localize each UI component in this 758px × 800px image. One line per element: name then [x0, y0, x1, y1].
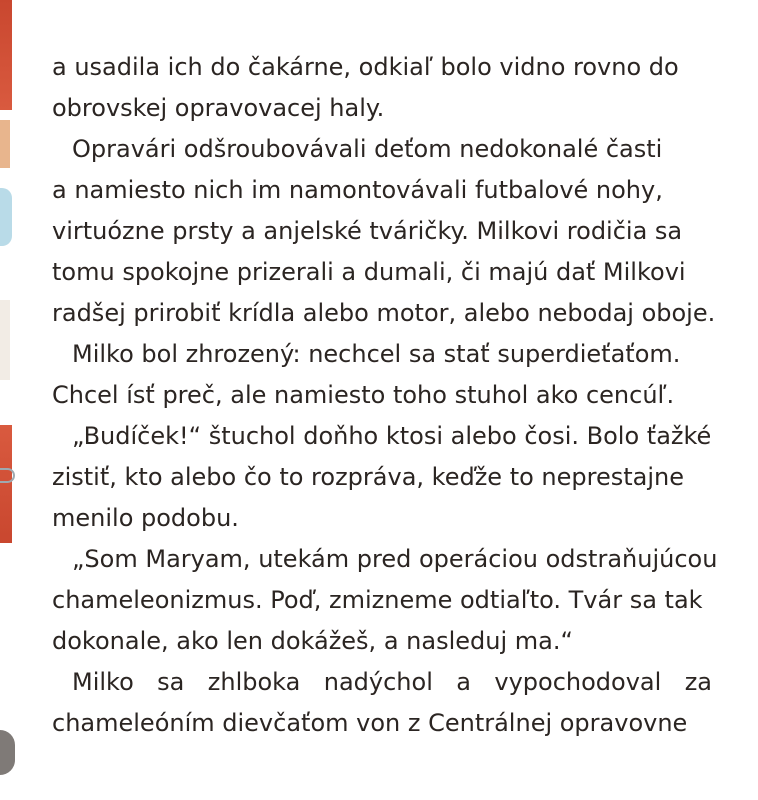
paragraph-line: Milko bol zhrozený: nechcel sa stať superdieťaťom. [72, 340, 681, 368]
text-line: a namiesto nich im namontovávali futbalové nohy, [52, 176, 663, 204]
word: sa [157, 668, 185, 696]
text-line: obrovskej opravovacej haly. [52, 94, 385, 122]
edge-skin-fragment [0, 120, 10, 168]
text-line: chameleóním dievčaťom von z Centrálnej opravovne [52, 709, 688, 737]
edge-dark-fragment [0, 730, 15, 775]
word: vypochodoval [494, 668, 662, 696]
edge-light-fragment [0, 300, 10, 380]
justified-paragraph-line [52, 662, 712, 703]
word: za [684, 668, 712, 696]
left-page-edge [0, 0, 18, 800]
story-text [52, 47, 718, 744]
text-line: menilo podobu. [52, 504, 239, 532]
text-line: dokonale, ako len dokážeš, a nasleduj ma.“ [52, 627, 573, 655]
text-line: chameleonizmus. Poď, zmizneme odtiaľto. Tvár sa tak [52, 586, 703, 614]
word: zhlboka [207, 668, 301, 696]
paragraph-line: Opravári odšroubovávali deťom nedokonalé časti [72, 135, 663, 163]
edge-red-fragment-lower [0, 425, 12, 543]
edge-blue-fragment [0, 188, 12, 246]
word: nadýchol [323, 668, 433, 696]
text-line: a usadila ich do čakárne, odkiaľ bolo vidno rovno do [52, 53, 679, 81]
text-line: radšej prirobiť krídla alebo motor, alebo nebodaj oboje. [52, 299, 716, 327]
text-line: zistiť, kto alebo čo to rozpráva, keďže to neprestajne [52, 463, 684, 491]
word: Milko [72, 668, 134, 696]
paragraph-line: „Budíček!“ štuchol doňho ktosi alebo čosi. Bolo ťažké [72, 422, 712, 450]
paragraph-line: „Som Maryam, utekám pred operáciou odstraňujúcou [72, 545, 718, 573]
edge-ring-icon [0, 468, 15, 483]
text-line: tomu spokojne prizerali a dumali, či majú dať Milkovi [52, 258, 686, 286]
text-line: virtuózne prsty a anjelské tváričky. Milkovi rodičia sa [52, 217, 683, 245]
text-line: Chcel ísť preč, ale namiesto toho stuhol ako cencúľ. [52, 381, 675, 409]
edge-red-fragment [0, 0, 12, 110]
word: a [456, 668, 471, 696]
